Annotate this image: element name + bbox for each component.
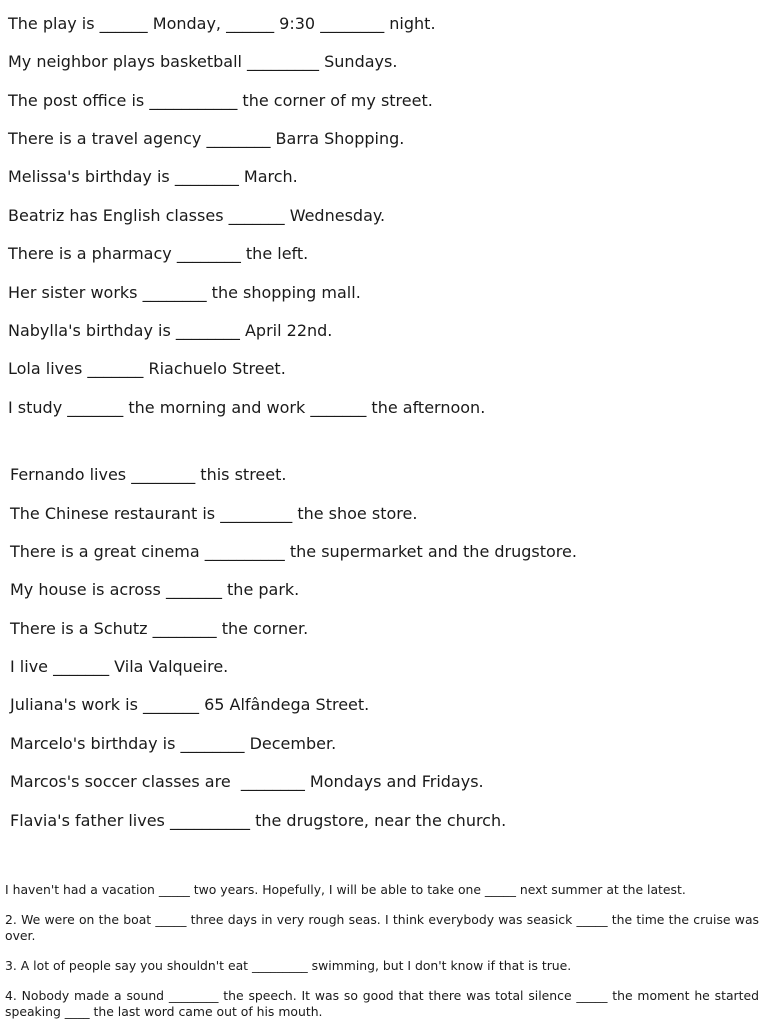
exercise-sentence: Lola lives _______ Riachuelo Street. xyxy=(8,359,286,378)
exercise-sentence: Juliana's work is _______ 65 Alfândega Street. xyxy=(10,695,370,714)
exercise-sentence: I live _______ Vila Valqueire. xyxy=(10,657,229,676)
exercise-sentence: The play is ______ Monday, ______ 9:30 ________ night. xyxy=(8,14,436,33)
exercise-sentence: My neighbor plays basketball _________ Sundays. xyxy=(8,52,398,71)
exercise-sentence: There is a travel agency ________ Barra Shopping. xyxy=(8,129,405,148)
exercise-paragraph: I haven't had a vacation _____ two years. Hopefully, I will be able to take one _____ next summer at the latest. xyxy=(5,882,686,897)
exercise-sentence: There is a great cinema __________ the supermarket and the drugstore. xyxy=(10,542,577,561)
exercise-sentence: Her sister works ________ the shopping mall. xyxy=(8,283,361,302)
exercise-paragraph: 4. Nobody made a sound ________ the speech. It was so good that there was total silence _____ the moment he started speaking ____ the last word came out of his mouth. xyxy=(5,988,759,1019)
exercise-sentence: Marcelo's birthday is ________ December. xyxy=(10,734,337,753)
exercise-sentence: Fernando lives ________ this street. xyxy=(10,465,287,484)
exercise-sentence: The Chinese restaurant is _________ the shoe store. xyxy=(10,504,418,523)
exercise-paragraph: 3. A lot of people say you shouldn't eat _________ swimming, but I don't know if that is true. xyxy=(5,958,572,973)
exercise-sentence: I study _______ the morning and work _______ the afternoon. xyxy=(8,398,486,417)
exercise-sentence: Nabylla's birthday is ________ April 22nd. xyxy=(8,321,333,340)
exercise-paragraph: 2. We were on the boat _____ three days in very rough seas. I think everybody was seasick _____ the time the cruise was over. xyxy=(5,912,759,943)
exercise-sentence: Flavia's father lives __________ the drugstore, near the church. xyxy=(10,811,507,830)
exercise-sentence: Marcos's soccer classes are ________ Mondays and Fridays. xyxy=(10,772,484,791)
exercise-sentence: Melissa's birthday is ________ March. xyxy=(8,167,298,186)
exercise-sentence: There is a pharmacy ________ the left. xyxy=(8,244,309,263)
exercise-sentence: My house is across _______ the park. xyxy=(10,580,300,599)
exercise-sentence: The post office is ___________ the corner of my street. xyxy=(8,91,433,110)
exercise-sentence: Beatriz has English classes _______ Wednesday. xyxy=(8,206,386,225)
exercise-sentence: There is a Schutz ________ the corner. xyxy=(10,619,309,638)
